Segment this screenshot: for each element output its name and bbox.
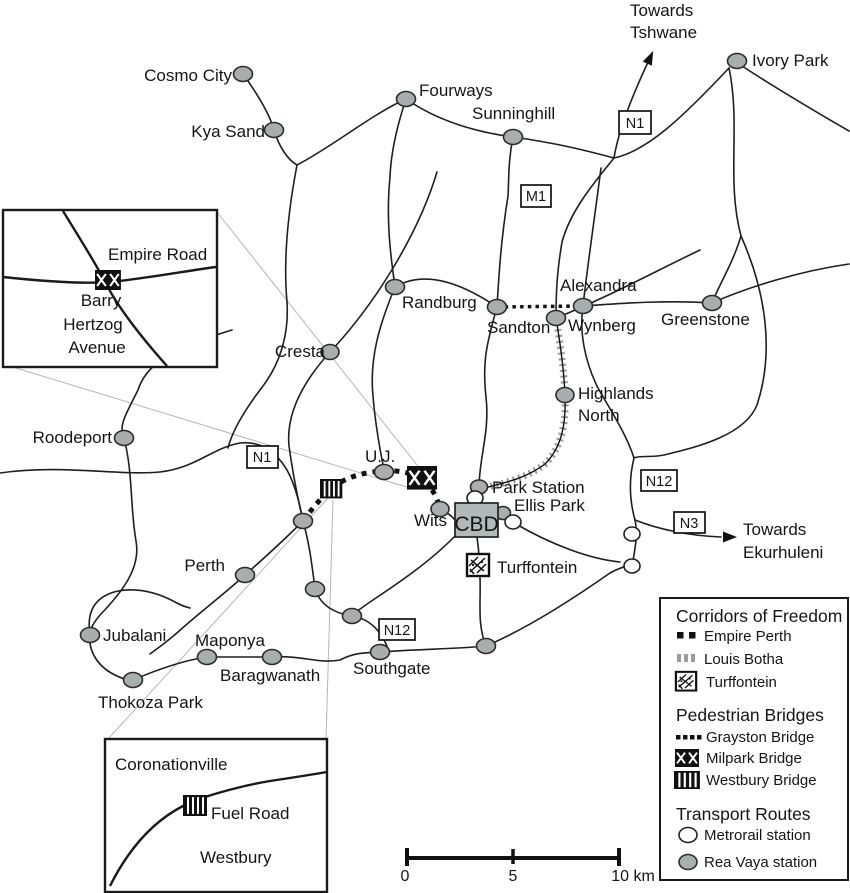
station-mid-south-1 — [306, 582, 325, 597]
legend-empire-perth-icon — [677, 632, 684, 639]
shield-label: N1 — [252, 450, 272, 466]
legend-title-transport: Transport Routes — [676, 804, 811, 824]
label-towards-tshwane-2: Tshwane — [630, 23, 698, 42]
metrorail-east-2 — [624, 559, 640, 573]
label-barry: Barry — [80, 291, 122, 310]
label-maponya: Maponya — [195, 631, 265, 650]
shield-label: N12 — [645, 474, 673, 490]
label-randburg: Randburg — [402, 293, 477, 312]
shield-label: N12 — [383, 623, 411, 639]
label-thokoza-park: Thokoza Park — [98, 693, 203, 712]
legend-louis-botha-icon — [691, 654, 695, 662]
legend-empire-perth-icon — [689, 632, 696, 639]
station-roodeport — [115, 431, 134, 446]
inset-westbury — [105, 739, 327, 892]
legend — [660, 598, 848, 880]
legend-title-bridges: Pedestrian Bridges — [676, 705, 824, 725]
label-alexandra: Alexandra — [560, 276, 637, 295]
shield-label: M1 — [525, 189, 547, 205]
label-uj: U.J. — [365, 447, 396, 466]
cbd-block — [454, 503, 498, 537]
shield-n1-top — [619, 111, 651, 134]
turffontein-corridor-icon — [467, 554, 489, 576]
shield-label: N1 — [625, 116, 645, 132]
legend-westbury-icon — [674, 771, 700, 789]
label-kya-sand: Kya Sand — [191, 122, 265, 141]
label-jubalani: Jubalani — [103, 626, 167, 645]
legend-metrorail-icon — [679, 828, 697, 843]
label-westbury: Westbury — [200, 848, 272, 867]
shield-label: N3 — [679, 516, 699, 532]
legend-item-rea-vaya: Rea Vaya station — [704, 854, 818, 871]
cbd-label: CBD — [454, 513, 499, 536]
station-jubalani — [81, 628, 100, 643]
legend-louis-botha-icon — [684, 654, 688, 662]
station-south-junction — [477, 639, 496, 654]
station-uj — [375, 465, 394, 480]
label-towards-tshwane-1: Towards — [630, 1, 694, 20]
label-cosmo-city: Cosmo City — [144, 66, 232, 85]
label-sandton: Sandton — [487, 318, 551, 337]
legend-title-corridors: Corridors of Freedom — [676, 606, 843, 626]
label-wits: Wits — [413, 511, 447, 530]
legend-item-metrorail: Metrorail station — [704, 827, 811, 844]
legend-item-grayston: Grayston Bridge — [706, 729, 815, 746]
metrorail-ellis-park — [505, 515, 521, 529]
label-highlands-north-2: North — [578, 406, 620, 425]
label-towards-ekurhuleni-1: Towards — [743, 520, 807, 539]
shield-n1-west — [247, 446, 278, 468]
station-west-junction — [294, 514, 313, 529]
shield-m1 — [521, 185, 551, 207]
label-avenue: Avenue — [68, 338, 126, 357]
milpark-bridge-icon — [95, 270, 121, 290]
label-turffontein: Turffontein — [497, 558, 578, 577]
westbury-bridge-icon — [183, 795, 207, 816]
label-ellis-park: Ellis Park — [514, 496, 585, 515]
label-wynberg: Wynberg — [568, 316, 636, 335]
legend-turffontein-icon — [676, 672, 696, 691]
label-towards-ekurhuleni-2: Ekurhuleni — [743, 543, 824, 562]
label-empire-road: Empire Road — [108, 245, 208, 264]
metrorail-east-1 — [624, 527, 640, 541]
shield-n3 — [674, 512, 705, 533]
legend-grayston-icon — [683, 735, 688, 740]
station-kya-sand — [265, 123, 284, 138]
westbury-bridge-icon — [320, 479, 342, 498]
legend-item-empire-perth: Empire Perth — [704, 628, 792, 645]
label-perth: Perth — [184, 556, 225, 575]
legend-louis-botha-icon — [677, 654, 681, 662]
legend-item-milpark: Milpark Bridge — [706, 750, 802, 767]
scale-label-5: 5 — [508, 868, 518, 885]
legend-item-louis-botha: Louis Botha — [704, 651, 784, 668]
label-park-station: Park Station — [492, 478, 585, 497]
label-sunninghill: Sunninghill — [472, 104, 556, 123]
label-coronationville: Coronationville — [115, 755, 228, 774]
inset-milpark — [3, 210, 217, 367]
label-cresta: Cresta — [274, 342, 325, 361]
station-mid-south-2 — [343, 609, 362, 624]
shield-n12-south — [379, 619, 415, 640]
station-perth — [236, 568, 255, 583]
scale-label-10km: 10 km — [611, 868, 655, 885]
station-highlands-north — [556, 388, 574, 403]
legend-grayston-icon — [690, 735, 695, 740]
legend-item-westbury: Westbury Bridge — [706, 772, 817, 789]
station-sunninghill — [504, 130, 523, 145]
scale-label-0: 0 — [400, 868, 410, 885]
label-southgate: Southgate — [353, 659, 431, 678]
station-southgate — [371, 645, 390, 660]
station-fourways — [397, 92, 416, 107]
label-greenstone: Greenstone — [661, 310, 750, 329]
station-alexandra — [574, 299, 593, 314]
label-hertzog: Hertzog — [63, 315, 123, 334]
label-roodeport: Roodeport — [32, 428, 112, 447]
station-cosmo-city — [234, 67, 253, 82]
station-sandton — [488, 300, 507, 315]
legend-item-turffontein: Turffontein — [706, 674, 777, 691]
legend-milpark-icon — [675, 749, 699, 767]
label-highlands-north-1: Highlands — [578, 384, 654, 403]
legend-rea-vaya-icon — [679, 855, 697, 870]
station-thokoza-park — [124, 673, 143, 688]
milpark-bridge-icon — [407, 466, 437, 490]
station-greenstone — [703, 296, 722, 311]
label-fourways: Fourways — [419, 81, 493, 100]
station-baragwanath — [263, 650, 282, 665]
legend-grayston-icon — [676, 735, 681, 740]
station-ivory-park — [728, 54, 747, 69]
label-baragwanath: Baragwanath — [220, 666, 321, 685]
label-ivory-park: Ivory Park — [752, 51, 829, 70]
legend-grayston-icon — [697, 735, 702, 740]
shield-n12-east — [641, 470, 677, 491]
station-maponya — [198, 650, 217, 665]
label-fuel-road: Fuel Road — [211, 804, 290, 823]
